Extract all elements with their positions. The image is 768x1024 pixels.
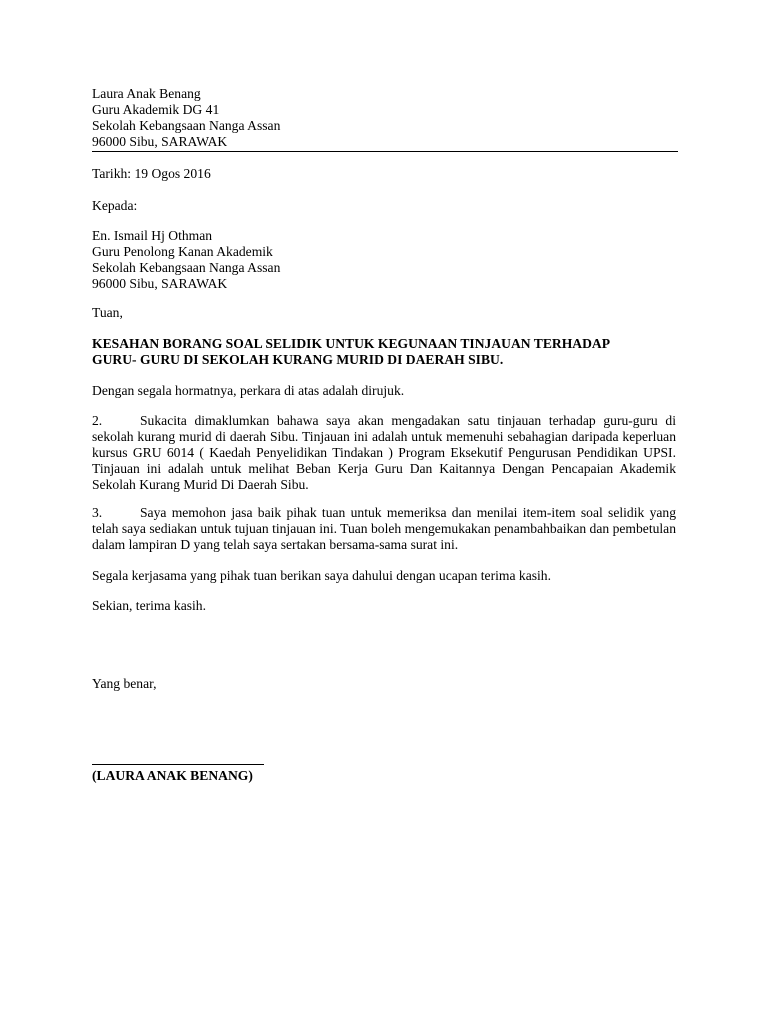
recipient-name: En. Ismail Hj Othman	[92, 228, 213, 243]
closing: Yang benar,	[92, 676, 157, 691]
subject-line-2: GURU- GURU DI SEKOLAH KURANG MURID DI DAERAH SIBU.	[92, 352, 504, 367]
paragraph-2	[92, 413, 676, 493]
paragraph-4: Segala kerjasama yang pihak tuan berikan saya dahului dengan ucapan terima kasih.	[92, 568, 551, 583]
paragraph-2-number: 2.	[92, 413, 103, 428]
signature-line	[92, 764, 264, 765]
recipient-address: 96000 Sibu, SARAWAK	[92, 276, 228, 291]
sender-school: Sekolah Kebangsaan Nanga Assan	[92, 118, 281, 133]
salutation: Tuan,	[92, 305, 123, 320]
to-label: Kepada:	[92, 198, 138, 213]
sender-block	[92, 86, 676, 150]
sender-name: Laura Anak Benang	[92, 86, 201, 101]
paragraph-3-text: Saya memohon jasa baik pihak tuan untuk memeriksa dan menilai item-item soal selidik yang telah saya sediakan untuk tujuan tinjauan ini. Tuan boleh mengemukakan penambahbaikan dan pembetulan dalam lampiran D yang telah saya sertakan bersama-sama surat ini.	[92, 505, 676, 552]
subject-line-1: KESAHAN BORANG SOAL SELIDIK UNTUK KEGUNAAN TINJAUAN TERHADAP	[92, 336, 611, 351]
signature-name: (LAURA ANAK BENANG)	[92, 768, 253, 783]
recipient-school: Sekolah Kebangsaan Nanga Assan	[92, 260, 281, 275]
paragraph-5: Sekian, terima kasih.	[92, 598, 207, 613]
subject-heading	[92, 336, 676, 368]
paragraph-3-number: 3.	[92, 505, 103, 520]
sender-position: Guru Akademik DG 41	[92, 102, 220, 117]
date-line: Tarikh: 19 Ogos 2016	[92, 166, 211, 181]
paragraph-3	[92, 505, 676, 553]
recipient-position: Guru Penolong Kanan Akademik	[92, 244, 273, 259]
sender-address: 96000 Sibu, SARAWAK	[92, 134, 228, 149]
paragraph-2-text: Sukacita dimaklumkan bahawa saya akan mengadakan satu tinjauan terhadap guru-guru di sekolah kurang murid di daerah Sibu. Tinjauan ini adalah untuk memenuhi sebahagian daripada keperluan kursus GRU 6014 ( Kaedah Penyelidikan Tindakan ) Program Eksekutif Pengurusan Pendidikan UPSI. Tinjauan ini adalah untuk melihat Beban Kerja Guru Dan Kaitannya Dengan Pencapaian Akademik Sekolah Kurang Murid Di Daerah Sibu.	[92, 413, 676, 492]
paragraph-1: Dengan segala hormatnya, perkara di atas adalah dirujuk.	[92, 383, 405, 398]
header-rule	[92, 151, 678, 152]
recipient-block	[92, 228, 676, 292]
